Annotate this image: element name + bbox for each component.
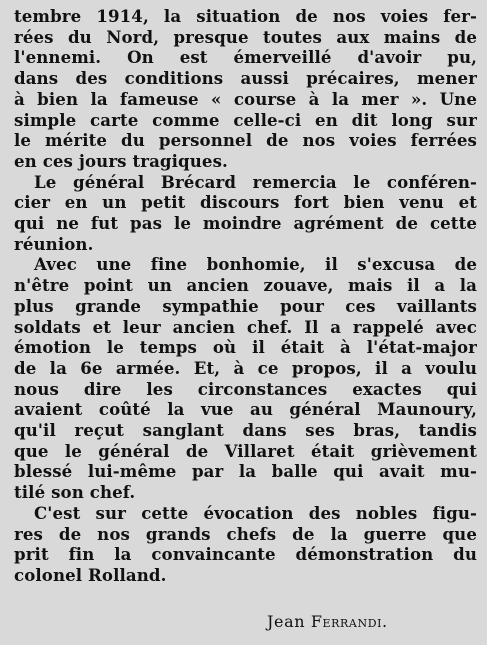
- text-line: en ces jours tragiques.: [14, 150, 228, 171]
- text-line: qui ne fut pas le moindre agrément de cette: [14, 213, 477, 234]
- text-line: de la 6e armée. Et, à ce propos, il a voulu: [14, 357, 477, 378]
- text-line: n'être point un ancien zouave, mais il a la: [14, 275, 477, 296]
- author-signature: [267, 612, 388, 631]
- paragraph-1: [14, 6, 477, 172]
- text-line: dans des conditions aussi précaires, mener: [14, 68, 477, 89]
- text-line: prit fin la convaincante démonstration du: [14, 544, 477, 565]
- text-line: que le général de Villaret était grièvement: [14, 440, 477, 461]
- text-line: cier en un petit discours fort bien venu et: [14, 192, 477, 213]
- text-line: l'ennemi. On est émerveillé d'avoir pu,: [14, 47, 477, 68]
- text-line: tembre 1914, la situation de nos voies fer-: [14, 6, 477, 26]
- text-line: soldats et leur ancien chef. Il a rappelé avec: [14, 316, 477, 337]
- text-line: blessé lui-même par la balle qui avait mu-: [14, 461, 477, 482]
- text-line: simple carte comme celle-ci en dit long sur: [14, 109, 477, 130]
- text-line: nous dire les circonstances exactes qui: [14, 378, 477, 399]
- text-line: Le général Brécard remercia le conféren-: [34, 171, 477, 192]
- text-line: C'est sur cette évocation des nobles figu-: [34, 502, 477, 523]
- text-line: colonel Rolland.: [14, 564, 167, 585]
- text-line: réunion.: [14, 233, 94, 254]
- text-line: qu'il reçut sanglant dans ses bras, tandis: [14, 420, 477, 441]
- paragraph-2: [14, 172, 477, 255]
- text-line: à bien la fameuse « course à la mer ». Une: [14, 88, 477, 109]
- paragraph-3: [14, 254, 477, 502]
- text-line: Avec une fine bonhomie, il s'excusa de: [34, 254, 477, 275]
- text-line: tilé son chef.: [14, 482, 136, 503]
- text-line: res de nos grands chefs de la guerre que: [14, 523, 477, 544]
- text-line: émotion le temps où il était à l'état-major: [14, 337, 477, 358]
- text-line: rées du Nord, presque toutes aux mains de: [14, 26, 477, 47]
- text-line: le mérite du personnel de nos voies ferrées: [14, 130, 477, 151]
- paragraph-4: [14, 503, 477, 586]
- text-line: avaient coûté la vue au général Maunoury,: [14, 399, 477, 420]
- text-line: plus grande sympathie pour ces vaillants: [14, 295, 477, 316]
- author-first-name: Jean: [267, 612, 306, 631]
- author-last-name: Ferrandi.: [310, 612, 388, 631]
